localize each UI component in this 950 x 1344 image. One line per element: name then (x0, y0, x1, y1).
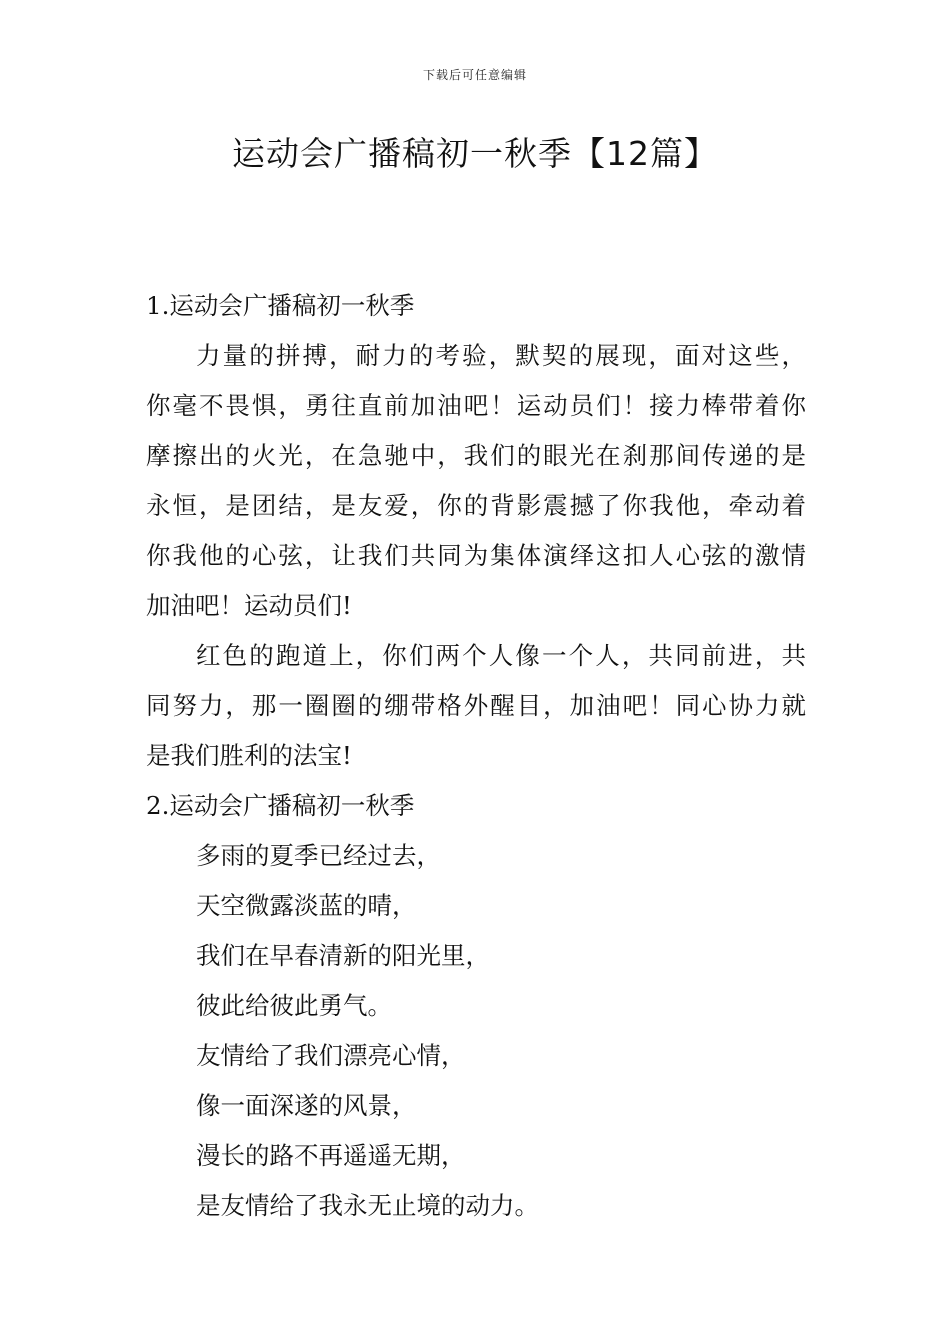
paragraph-line: 是我们胜利的法宝! (146, 741, 352, 770)
header-note: 下载后可任意编辑 (422, 68, 527, 82)
paragraph-line: 摩擦出的火光，在急驰中，我们的眼光在刹那间传递的是 (146, 441, 806, 470)
poem-line: 是友情给了我永无止境的动力。 (196, 1191, 539, 1220)
poem-line: 漫长的路不再遥遥无期， (196, 1141, 466, 1170)
paragraph-line: 加油吧！运动员们! (146, 591, 352, 620)
poem-line: 我们在早春清新的阳光里， (196, 941, 490, 970)
poem-line: 天空微露淡蓝的晴， (196, 891, 417, 920)
paragraph-2 (146, 631, 806, 781)
paragraph-line: 红色的跑道上，你们两个人像一个人，共同前进，共 (196, 641, 806, 670)
poem-line: 彼此给彼此勇气。 (196, 991, 392, 1020)
paragraph-line: 你我他的心弦，让我们共同为集体演绎这扣人心弦的激情 (146, 541, 806, 570)
section-heading-2: 2.运动会广播稿初一秋季 (146, 791, 415, 820)
poem-line: 友情给了我们漂亮心情， (196, 1041, 466, 1070)
paragraph-1 (146, 331, 806, 631)
paragraph-line: 力量的拼搏，耐力的考验，默契的展现，面对这些， (196, 341, 806, 370)
document-body (146, 281, 806, 1231)
paragraph-line: 永恒，是团结，是友爱，你的背影震撼了你我他，牵动着 (146, 491, 806, 520)
section-heading-1: 1.运动会广播稿初一秋季 (146, 291, 415, 320)
paragraph-line: 同努力，那一圈圈的绷带格外醒目，加油吧！同心协力就 (146, 691, 806, 720)
poem-line: 像一面深遂的风景， (196, 1091, 417, 1120)
document-title: 运动会广播稿初一秋季【12篇】 (232, 134, 718, 173)
poem-line: 多雨的夏季已经过去， (196, 841, 441, 870)
paragraph-line: 你毫不畏惧，勇往直前加油吧！运动员们！接力棒带着你 (146, 391, 806, 420)
poem (146, 831, 806, 1231)
